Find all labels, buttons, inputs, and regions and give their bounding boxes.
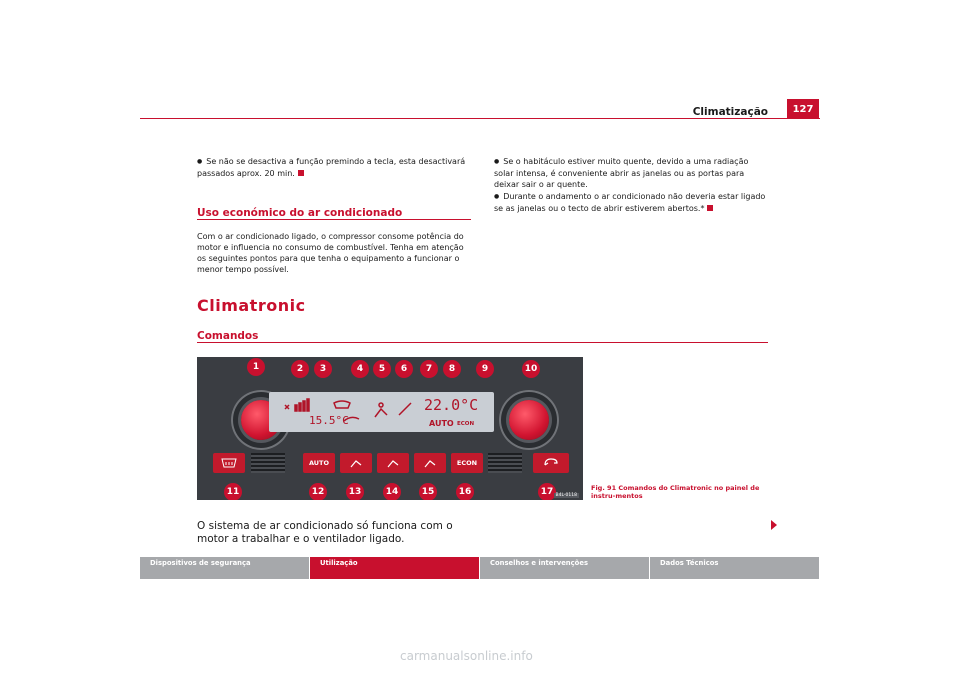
airflow-icon [422,457,438,469]
end-of-section-icon [707,205,713,211]
subsection-rule [197,342,768,343]
climatronic-panel-figure [197,357,583,500]
airflow-windscreen-button[interactable] [340,453,372,473]
right-temperature-knob[interactable] [509,400,549,440]
left-bullet-1-text: Se não se desactiva a função premindo a tecla, esta desactivará passados aprox. 20 min. [197,157,466,178]
running-header-title: Climatização [692,106,768,118]
airflow-footwell-button[interactable] [414,453,446,473]
lcd-auto: AUTO [429,419,454,428]
lcd-econ: ECON [457,421,475,427]
footer-tab-label: Conselhos e intervenções [490,559,588,567]
recirculation-icon [542,457,560,469]
body-paragraph: O sistema de ar condicionado só funciona com o motor a trabalhar e o ventilador ligado. [197,520,453,545]
auto-button[interactable]: AUTO [303,453,335,473]
callout-9: 9 [476,360,494,378]
callout-11: 11 [224,483,242,500]
callout-8: 8 [443,360,461,378]
right-bullet-2-text: Durante o andamento o ar condicionado não deveria estar ligado se as janelas ou o tecto de abrir estiverem abertos.* [494,192,766,213]
footer-tab-technical[interactable] [650,557,819,579]
subsection-title: Comandos [197,330,259,342]
section-paragraph: Com o ar condicionado ligado, o compressor consome potência do motor e influencia no consumo de combustível. Tenha em atenção os seguintes pontos para que tenha o equipamento a funcionar o menor tempo possível. [197,232,464,274]
vent-grille-right [488,453,522,473]
watermark: carmanualsonline.info [400,649,533,663]
callout-16: 16 [456,483,474,500]
continue-arrow-icon [771,520,777,530]
callout-2: 2 [291,360,309,378]
callout-5: 5 [373,360,391,378]
callout-7: 7 [420,360,438,378]
header-rule [140,118,820,119]
left-bullet-1 [197,156,467,179]
vent-grille-left [251,453,285,473]
airflow-upper-button[interactable] [377,453,409,473]
figure-caption: Fig. 91 Comandos do Climatronic no painel de instru-mentos [591,484,760,500]
callout-12: 12 [309,483,327,500]
callout-10: 10 [522,360,540,378]
footer-tab-safety[interactable] [140,557,309,579]
page-number: 127 [787,99,819,119]
footer-tab-label: Utilização [320,559,358,567]
econ-button[interactable]: ECON [451,453,483,473]
lcd-right-temperature: 22.0°C [424,396,479,414]
rear-defrost-icon [220,457,238,469]
climate-display [269,392,494,432]
end-of-section-icon [298,170,304,176]
airflow-icon [385,457,401,469]
callout-14: 14 [383,483,401,500]
callout-13: 13 [346,483,364,500]
lcd-left-temperature: 15.5°C [309,414,349,427]
callout-6: 6 [395,360,413,378]
callout-1: 1 [247,358,265,376]
footer-tab-label: Dispositivos de segurança [150,559,251,567]
section-rule [197,219,471,220]
footer-tab-advice[interactable] [480,557,649,579]
footer-tab-label: Dados Técnicos [660,559,719,567]
callout-17: 17 [538,483,556,500]
lcd-icons [279,397,419,422]
section-title: Uso económico do ar condicionado [197,207,403,219]
footer-tab-usage[interactable] [310,557,479,579]
callout-15: 15 [419,483,437,500]
chapter-title: Climatronic [197,296,306,315]
figure-ref-code: B4L-0118 [555,493,577,498]
right-bullet-1: ● Se o habitáculo estiver muito quente, devido a uma radiação solar intensa, é conveniente abrir as janelas ou as portas para deixar sair o ar quente. [494,156,766,190]
recirculation-button[interactable] [533,453,569,473]
callout-3: 3 [314,360,332,378]
callout-4: 4 [351,360,369,378]
right-bullet-2 [494,191,766,214]
rear-defrost-button[interactable] [213,453,245,473]
airflow-icon [348,457,364,469]
